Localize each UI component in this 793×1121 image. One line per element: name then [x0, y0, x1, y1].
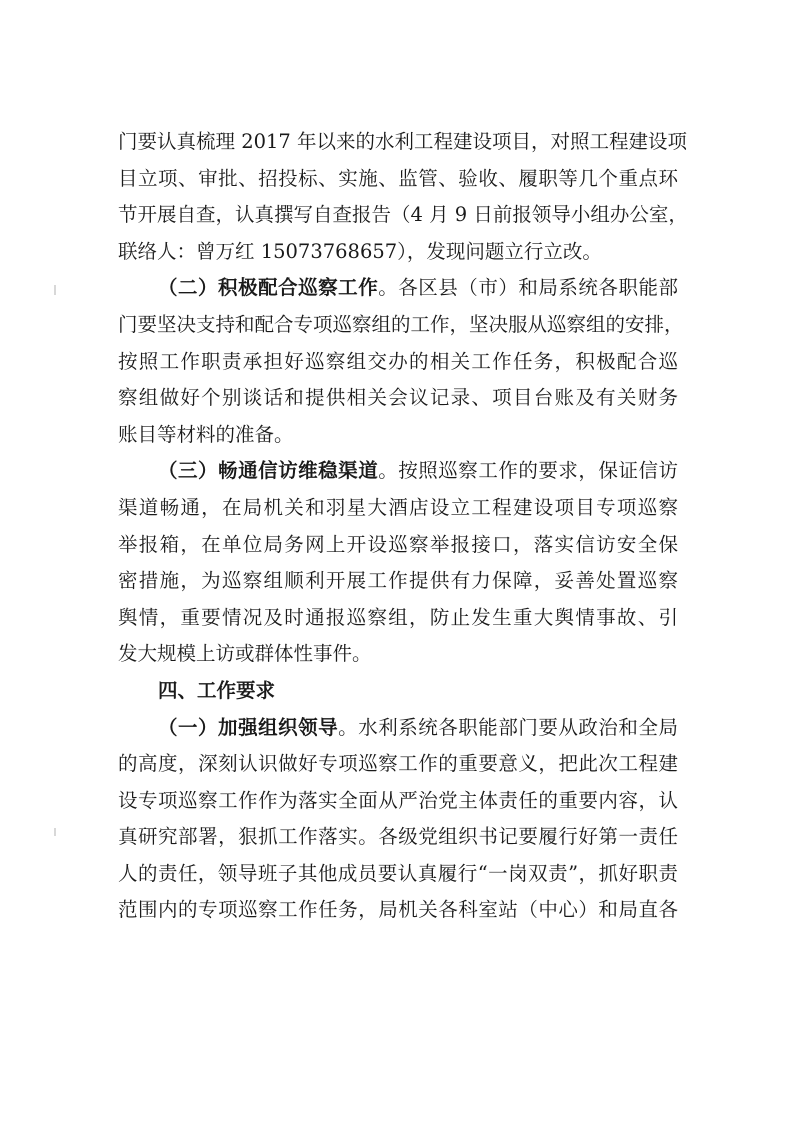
scan-mark	[54, 285, 56, 295]
text-line: 发大规模上访或群体性事件。	[118, 642, 372, 666]
text-line	[118, 710, 678, 747]
text-line: 目立项、审批、招投标、实施、监管、验收、履职等几个重点环	[118, 166, 678, 190]
text-line: 范围内的专项巡察工作任务，局机关各科室站（中心）和局直各	[118, 898, 678, 922]
text-line: 渠道畅通，在局机关和羽星大酒店设立工程建设项目专项巡察	[118, 495, 678, 519]
text-line: 门要认真梳理 2017 年以来的水利工程建设项目，对照工程建设项	[118, 130, 688, 153]
paragraph	[118, 710, 678, 930]
text-line: 节开展自查，认真撰写自查报告（4 月 9 日前报领导小组办公室，	[118, 203, 688, 227]
text-line: 察组做好个别谈话和提供相关会议记录、项目台账及有关财务	[118, 386, 678, 410]
text-line: 舆情，重要情况及时通报巡察组，防止发生重大舆情事故、引	[118, 605, 678, 629]
text-line: 人的责任，领导班子其他成员要认真履行“一岗双责”，抓好职责	[118, 861, 678, 885]
paragraph-heading: （一）加强组织领导	[158, 715, 339, 739]
paragraph	[118, 453, 678, 673]
text-line: 联络人：曾万红 15073768657），发现问题立行立改。	[118, 239, 602, 263]
text-line: 按照工作职责承担好巡察组交办的相关工作任务，积极配合巡	[118, 349, 678, 373]
paragraph-heading: （三）畅通信访维稳渠道	[158, 459, 379, 483]
text-span: 。按照巡察工作的要求，保证信访	[378, 459, 678, 483]
text-line: 设专项巡察工作作为落实全面从严治党主体责任的重要内容，认	[118, 788, 678, 812]
text-line: 账目等材料的准备。	[118, 422, 294, 446]
text-line: 的高度，深刻认识做好专项巡察工作的重要意义，把此次工程建	[118, 752, 678, 776]
text-line: 密措施，为巡察组顺利开展工作提供有力保障，妥善处置巡察	[118, 569, 678, 593]
text-line: 门要坚决支持和配合专项巡察组的工作，坚决服从巡察组的安排，	[118, 312, 684, 336]
scan-mark	[54, 828, 56, 836]
text-span: 。各区县（市）和局系统各职能部	[378, 276, 678, 300]
paragraph-heading: （二）积极配合巡察工作	[158, 276, 379, 300]
document-body	[118, 124, 688, 929]
section-title	[118, 673, 678, 710]
text-span: 。水利系统各职能部门要从政治和全局	[338, 715, 678, 739]
text-line: 真研究部署，狠抓工作落实。各级党组织书记要履行好第一责任	[118, 825, 678, 849]
paragraph	[118, 270, 684, 453]
text-line: 举报箱，在单位局务网上开设巡察举报接口，落实信访安全保	[118, 532, 678, 556]
text-line	[118, 270, 678, 307]
section-title-text: 四、工作要求	[158, 678, 276, 702]
paragraph	[118, 124, 688, 270]
text-line	[118, 453, 678, 490]
